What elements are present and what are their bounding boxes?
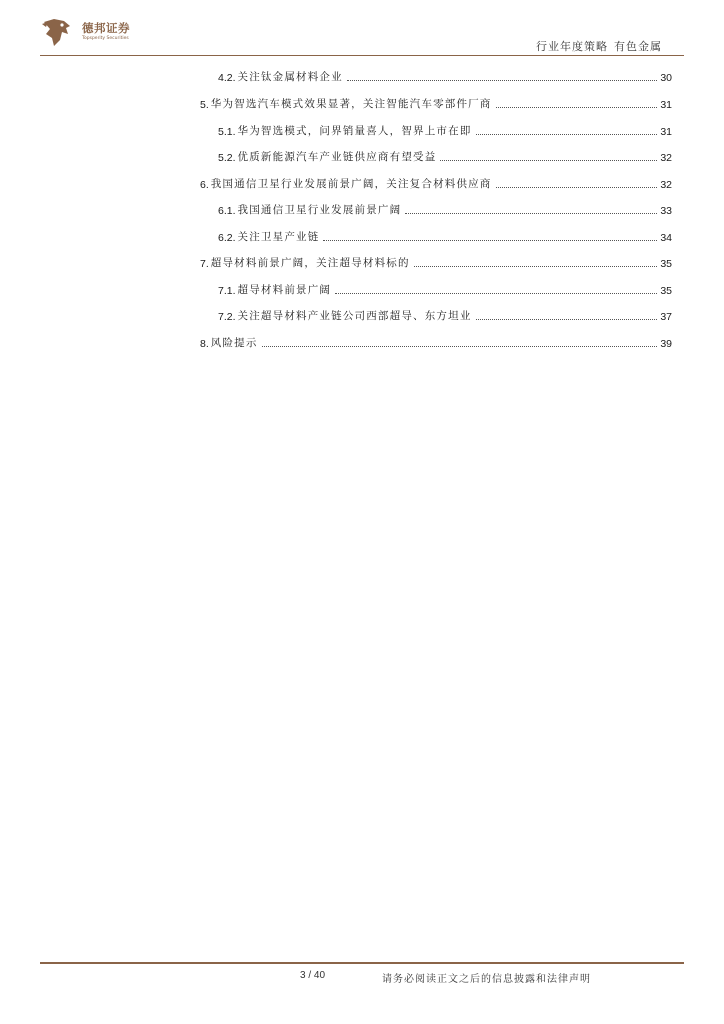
toc-title: 华为智选模式，问界销量喜人，智界上市在即: [237, 125, 472, 137]
sector-name: 有色金属: [614, 40, 662, 53]
toc-leader: [440, 159, 657, 161]
toc-page: 31: [660, 126, 672, 138]
toc-leader: [335, 292, 657, 294]
toc-number: 6.: [200, 179, 209, 191]
toc-leader: [414, 265, 658, 267]
toc-entry[interactable]: [218, 148, 672, 164]
brand-subtitle: Topsperity Securities: [82, 36, 129, 41]
page-indicator: 3 / 40: [300, 970, 326, 981]
toc-number: 7.2.: [218, 311, 236, 323]
toc-entry[interactable]: [200, 175, 672, 191]
toc-title: 超导材料前景广阔: [237, 284, 332, 296]
toc-title: 关注超导材料产业链公司西部超导、东方坦业: [237, 310, 472, 322]
report-category: [536, 38, 662, 54]
toc-number: 6.2.: [218, 232, 236, 244]
toc-title: 优质新能源汽车产业链供应商有望受益: [237, 151, 437, 163]
toc-leader: [496, 106, 658, 108]
brand-mark-icon: [40, 16, 74, 50]
toc-entry[interactable]: [218, 281, 672, 297]
toc-page: 32: [660, 152, 672, 164]
toc-entry[interactable]: [218, 122, 672, 138]
toc-number: 4.2.: [218, 72, 236, 84]
disclaimer-text: 请务必阅读正文之后的信息披露和法律声明: [382, 974, 591, 985]
toc-number: 5.: [200, 99, 209, 111]
toc-leader: [323, 239, 657, 241]
toc-leader: [496, 186, 658, 188]
toc-entry[interactable]: [200, 334, 672, 350]
toc-number: 5.2.: [218, 152, 236, 164]
company-logo: [40, 16, 140, 50]
toc-leader: [405, 212, 657, 214]
header-divider: [40, 55, 684, 56]
toc-entry[interactable]: [218, 201, 672, 217]
toc-entry[interactable]: [218, 307, 672, 323]
toc-title: 超导材料前景广阔，关注超导材料标的: [210, 257, 410, 269]
toc-entry[interactable]: [218, 68, 672, 84]
toc-number: 8.: [200, 338, 209, 350]
toc-number: 6.1.: [218, 205, 236, 217]
toc-page: 39: [660, 338, 672, 350]
toc-page: 37: [660, 311, 672, 323]
toc-number: 5.1.: [218, 126, 236, 138]
toc-title: 风险提示: [210, 337, 258, 349]
toc-title: 关注钛金属材料企业: [237, 71, 343, 83]
toc-title: 华为智选汽车模式效果显著，关注智能汽车零部件厂商: [210, 98, 492, 110]
toc-title: 关注卫星产业链: [237, 231, 320, 243]
toc-number: 7.1.: [218, 285, 236, 297]
toc-page: 34: [660, 232, 672, 244]
brand-name: 德邦证券: [82, 21, 130, 35]
toc-page: 32: [660, 179, 672, 191]
report-type: 行业年度策略: [536, 40, 608, 53]
toc-entry[interactable]: [218, 228, 672, 244]
toc-number: 7.: [200, 258, 209, 270]
toc-entry[interactable]: [200, 95, 672, 111]
toc-page: 31: [660, 99, 672, 111]
toc-page: 33: [660, 205, 672, 217]
toc-leader: [476, 133, 658, 135]
toc-page: 35: [660, 285, 672, 297]
toc-leader: [262, 345, 658, 347]
toc-page: 35: [660, 258, 672, 270]
toc-title: 我国通信卫星行业发展前景广阔，关注复合材料供应商: [210, 178, 492, 190]
toc-leader: [476, 318, 658, 320]
toc-title: 我国通信卫星行业发展前景广阔: [237, 204, 402, 216]
footer-divider: [40, 962, 684, 964]
toc-entry[interactable]: [200, 254, 672, 270]
toc-leader: [347, 79, 657, 81]
toc-page: 30: [660, 72, 672, 84]
